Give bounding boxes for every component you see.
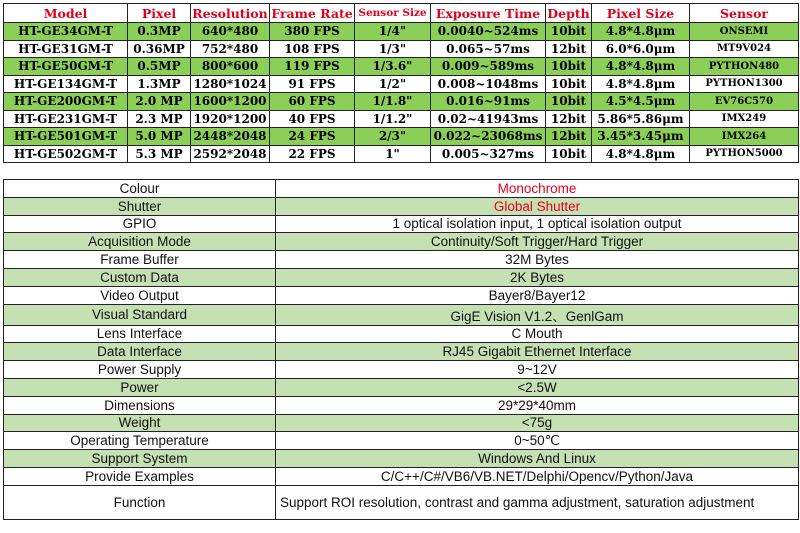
- pixel-cell: 5.0 MP: [128, 128, 191, 146]
- spec-value: Windows And Linux: [276, 450, 799, 468]
- sensor-size-cell: 2/3": [355, 128, 431, 146]
- sensor-size-cell: 1": [355, 145, 431, 163]
- spec-row-power: [4, 378, 799, 396]
- model-cell: HT-GE34GM-T: [4, 23, 128, 41]
- pixel-cell: 2.3 MP: [128, 110, 191, 128]
- pixel-size-cell: 3.45*3.45μm: [592, 128, 690, 146]
- model-cell: HT-GE501GM-T: [4, 128, 128, 146]
- frame-rate-cell: 91 FPS: [270, 75, 355, 93]
- depth-cell: 12bit: [546, 40, 592, 58]
- spec-value: 29*29*40mm: [276, 396, 799, 414]
- pixel-cell: 5.3 MP: [128, 145, 191, 163]
- table-row: [4, 93, 799, 111]
- pixel-cell: 2.0 MP: [128, 93, 191, 111]
- header-frame-rate: Frame Rate: [271, 5, 353, 21]
- sensor-size-cell: 1/1.8": [355, 93, 431, 111]
- sensor-cell: PYTHON1300: [690, 75, 799, 93]
- header-sensor: Sensor: [690, 4, 799, 23]
- resolution-cell: 752*480: [191, 40, 270, 58]
- spec-label: Provide Examples: [4, 467, 276, 485]
- header-pixel: Pixel: [128, 4, 191, 23]
- specification-table: [3, 179, 799, 520]
- header-sensor-size: Sensor Size: [355, 4, 431, 23]
- spec-value: 32M Bytes: [276, 251, 799, 269]
- sensor-cell: EV76C570: [690, 93, 799, 111]
- sensor-size-cell: 1/1.2": [355, 110, 431, 128]
- exposure-time-cell: 0.005~327ms: [431, 145, 546, 163]
- table-row: [4, 128, 799, 146]
- pixel-cell: 0.36MP: [128, 40, 191, 58]
- spec-value: Continuity/Soft Trigger/Hard Trigger: [276, 233, 799, 251]
- pixel-size-cell: 4.8*4.8μm: [592, 58, 690, 76]
- spec-label: Function: [4, 485, 276, 519]
- spec-label: Video Output: [4, 286, 276, 304]
- depth-cell: 10bit: [546, 145, 592, 163]
- depth-cell: 10bit: [546, 23, 592, 41]
- spec-label: Acquisition Mode: [4, 233, 276, 251]
- header-resolution: Resolution: [192, 5, 268, 21]
- spec-label: Shutter: [4, 197, 276, 215]
- resolution-cell: 2448*2048: [191, 128, 270, 146]
- spec-value: 2K Bytes: [276, 268, 799, 286]
- depth-cell: 10bit: [546, 75, 592, 93]
- sensor-cell: IMX249: [690, 110, 799, 128]
- depth-cell: 12bit: [546, 110, 592, 128]
- pixel-size-cell: 4.8*4.8μm: [592, 75, 690, 93]
- spec-label: Power: [4, 378, 276, 396]
- spec-value: Bayer8/Bayer12: [276, 286, 799, 304]
- frame-rate-cell: 108 FPS: [270, 40, 355, 58]
- pixel-cell: 0.5MP: [128, 58, 191, 76]
- spec-row-provide-examples: [4, 467, 799, 485]
- exposure-time-cell: 0.009~589ms: [431, 58, 546, 76]
- spec-row-shutter: [4, 197, 799, 215]
- frame-rate-cell: 380 FPS: [270, 23, 355, 41]
- frame-rate-cell: 24 FPS: [270, 128, 355, 146]
- spec-row-custom-data: [4, 268, 799, 286]
- spec-value: Global Shutter: [276, 197, 799, 215]
- spec-row-power-supply: [4, 361, 799, 379]
- model-cell: HT-GE200GM-T: [4, 93, 128, 111]
- table-row: [4, 58, 799, 76]
- spec-row-video-output: [4, 286, 799, 304]
- model-cell: HT-GE31GM-T: [4, 40, 128, 58]
- spec-value: <75g: [276, 414, 799, 432]
- spec-value: RJ45 Gigabit Ethernet Interface: [276, 343, 799, 361]
- spec-row-support-system: [4, 450, 799, 468]
- header-exposure-time: Exposure Time: [431, 4, 546, 23]
- resolution-cell: 800*600: [191, 58, 270, 76]
- sensor-cell: IMX264: [690, 128, 799, 146]
- model-table-header-row: [4, 4, 799, 23]
- spec-value: <2.5W: [276, 378, 799, 396]
- spec-label: Colour: [4, 180, 276, 198]
- depth-cell: 12bit: [546, 128, 592, 146]
- exposure-time-cell: 0.065~57ms: [431, 40, 546, 58]
- header-depth: Depth: [547, 5, 590, 21]
- table-row: [4, 40, 799, 58]
- sensor-cell: ONSEMI: [690, 23, 799, 41]
- sensor-size-cell: 1/3.6": [355, 58, 431, 76]
- spec-value: Monochrome: [276, 180, 799, 198]
- exposure-time-cell: 0.0040~524ms: [431, 23, 546, 41]
- camera-model-table: [3, 3, 799, 163]
- spec-row-data-interface: [4, 343, 799, 361]
- table-row: [4, 75, 799, 93]
- resolution-cell: 1600*1200: [191, 93, 270, 111]
- spec-label: Power Supply: [4, 361, 276, 379]
- spec-row-gpio: [4, 215, 799, 233]
- header-pixel-size: Pixel Size: [592, 4, 690, 23]
- sensor-cell: PYTHON480: [690, 58, 799, 76]
- pixel-size-cell: 5.86*5.86μm: [592, 110, 690, 128]
- spec-label: Frame Buffer: [4, 251, 276, 269]
- pixel-size-cell: 6.0*6.0μm: [592, 40, 690, 58]
- sensor-cell: PYTHON5000: [690, 145, 799, 163]
- spec-label: Custom Data: [4, 268, 276, 286]
- spec-value: 0~50℃: [276, 432, 799, 450]
- depth-cell: 10bit: [546, 93, 592, 111]
- spec-row-dimensions: [4, 396, 799, 414]
- table-row: [4, 110, 799, 128]
- spec-label: Visual Standard: [4, 304, 276, 325]
- exposure-time-cell: 0.02~41943ms: [431, 110, 546, 128]
- spec-row-lens-interface: [4, 325, 799, 343]
- spec-value: Support ROI resolution, contrast and gamma adjustment, saturation adjustment: [276, 485, 799, 519]
- pixel-size-cell: 4.8*4.8μm: [592, 23, 690, 41]
- spec-label: Data Interface: [4, 343, 276, 361]
- spec-row-frame-buffer: [4, 251, 799, 269]
- model-cell: HT-GE134GM-T: [4, 75, 128, 93]
- model-cell: HT-GE50GM-T: [4, 58, 128, 76]
- resolution-cell: 1920*1200: [191, 110, 270, 128]
- spec-value: 9~12V: [276, 361, 799, 379]
- spec-label: Lens Interface: [4, 325, 276, 343]
- pixel-size-cell: 4.5*4.5μm: [592, 93, 690, 111]
- frame-rate-cell: 119 FPS: [270, 58, 355, 76]
- spec-label: Support System: [4, 450, 276, 468]
- pixel-cell: 0.3MP: [128, 23, 191, 41]
- model-cell: HT-GE231GM-T: [4, 110, 128, 128]
- spec-label: Dimensions: [4, 396, 276, 414]
- table-row: [4, 145, 799, 163]
- spec-label: Operating Temperature: [4, 432, 276, 450]
- pixel-cell: 1.3MP: [128, 75, 191, 93]
- spec-value: C Mouth: [276, 325, 799, 343]
- spec-row-colour: [4, 180, 799, 198]
- resolution-cell: 1280*1024: [191, 75, 270, 93]
- table-row: [4, 23, 799, 41]
- spec-row-function: [4, 485, 799, 519]
- exposure-time-cell: 0.022~23068ms: [431, 128, 546, 146]
- exposure-time-cell: 0.016~91ms: [431, 93, 546, 111]
- frame-rate-cell: 40 FPS: [270, 110, 355, 128]
- frame-rate-cell: 22 FPS: [270, 145, 355, 163]
- sensor-size-cell: 1/4": [355, 23, 431, 41]
- depth-cell: 10bit: [546, 58, 592, 76]
- spec-row-acquisition-mode: [4, 233, 799, 251]
- model-cell: HT-GE502GM-T: [4, 145, 128, 163]
- exposure-time-cell: 0.008~1048ms: [431, 75, 546, 93]
- header-model: Model: [4, 4, 128, 23]
- pixel-size-cell: 4.8*4.8μm: [592, 145, 690, 163]
- sensor-cell: MT9V024: [690, 40, 799, 58]
- spec-row-visual-standard: [4, 304, 799, 325]
- spec-label: GPIO: [4, 215, 276, 233]
- frame-rate-cell: 60 FPS: [270, 93, 355, 111]
- spec-row-operating-temperature: [4, 432, 799, 450]
- sensor-size-cell: 1/2": [355, 75, 431, 93]
- spec-value: C/C++/C#/VB6/VB.NET/Delphi/Opencv/Python/Java: [276, 467, 799, 485]
- spec-label: Weight: [4, 414, 276, 432]
- resolution-cell: 2592*2048: [191, 145, 270, 163]
- sensor-size-cell: 1/3": [355, 40, 431, 58]
- spec-row-weight: [4, 414, 799, 432]
- spec-value: GigE Vision V1.2、GenlGam: [276, 304, 799, 325]
- spec-value: 1 optical isolation input, 1 optical isolation output: [276, 215, 799, 233]
- resolution-cell: 640*480: [191, 23, 270, 41]
